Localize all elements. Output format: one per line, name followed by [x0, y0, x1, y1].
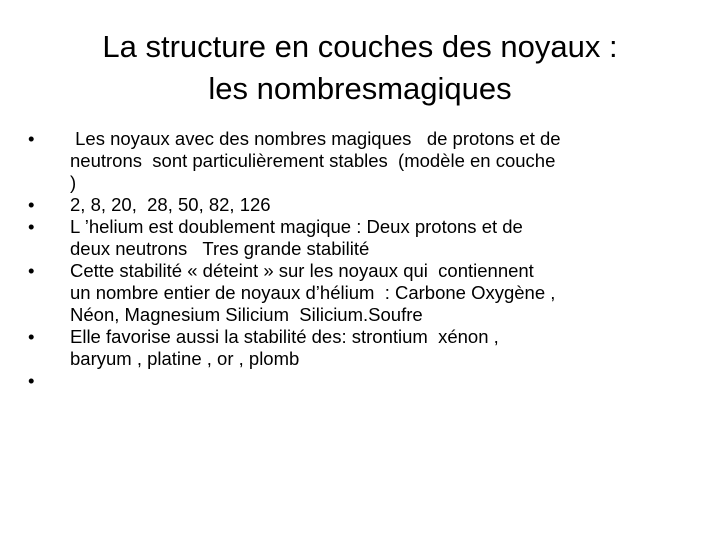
bullet-item-5 — [28, 326, 698, 370]
bullet-dot-icon: • — [28, 260, 35, 281]
bullet-text-line: baryum , platine , or , plomb — [70, 348, 300, 369]
bullet-text-line: Les noyaux avec des nombres magiques de protons et de — [70, 128, 561, 149]
bullet-dot-icon: • — [28, 216, 35, 237]
bullet-text-line: ) — [70, 172, 77, 193]
bullet-text-line: Néon, Magnesium Silicium Silicium.Soufre — [70, 304, 423, 325]
bullet-dot-icon: • — [28, 128, 35, 149]
bullet-dot-icon: • — [28, 326, 35, 347]
title-line-1: La structure en couches des noyaux : — [102, 29, 618, 64]
bullet-text-line: Cette stabilité « déteint » sur les noyaux qui contiennent — [70, 260, 534, 281]
bullet-text-line: 2, 8, 20, 28, 50, 82, 126 — [70, 194, 271, 215]
bullet-dot-icon: • — [28, 370, 35, 391]
bullet-item-2 — [28, 194, 698, 216]
bullet-text-line: neutrons sont particulièrement stables (modèle en couche — [70, 150, 556, 171]
bullet-text-line: Elle favorise aussi la stabilité des: strontium xénon , — [70, 326, 499, 347]
bullet-list — [28, 128, 698, 392]
bullet-text-line — [70, 370, 698, 392]
bullet-item-4 — [28, 260, 698, 326]
bullet-text-line: deux neutrons Tres grande stabilité — [70, 238, 370, 259]
bullet-dot-icon: • — [28, 194, 35, 215]
title-line-2: les nombresmagiques — [208, 71, 512, 106]
bullet-item-1 — [28, 128, 698, 194]
bullet-item-3 — [28, 216, 698, 260]
slide-title — [20, 26, 700, 110]
bullet-text-line: L ’helium est doublement magique : Deux protons et de — [70, 216, 523, 237]
bullet-text-line: un nombre entier de noyaux d’hélium : Carbone Oxygène , — [70, 282, 556, 303]
bullet-item-6 — [28, 370, 698, 392]
